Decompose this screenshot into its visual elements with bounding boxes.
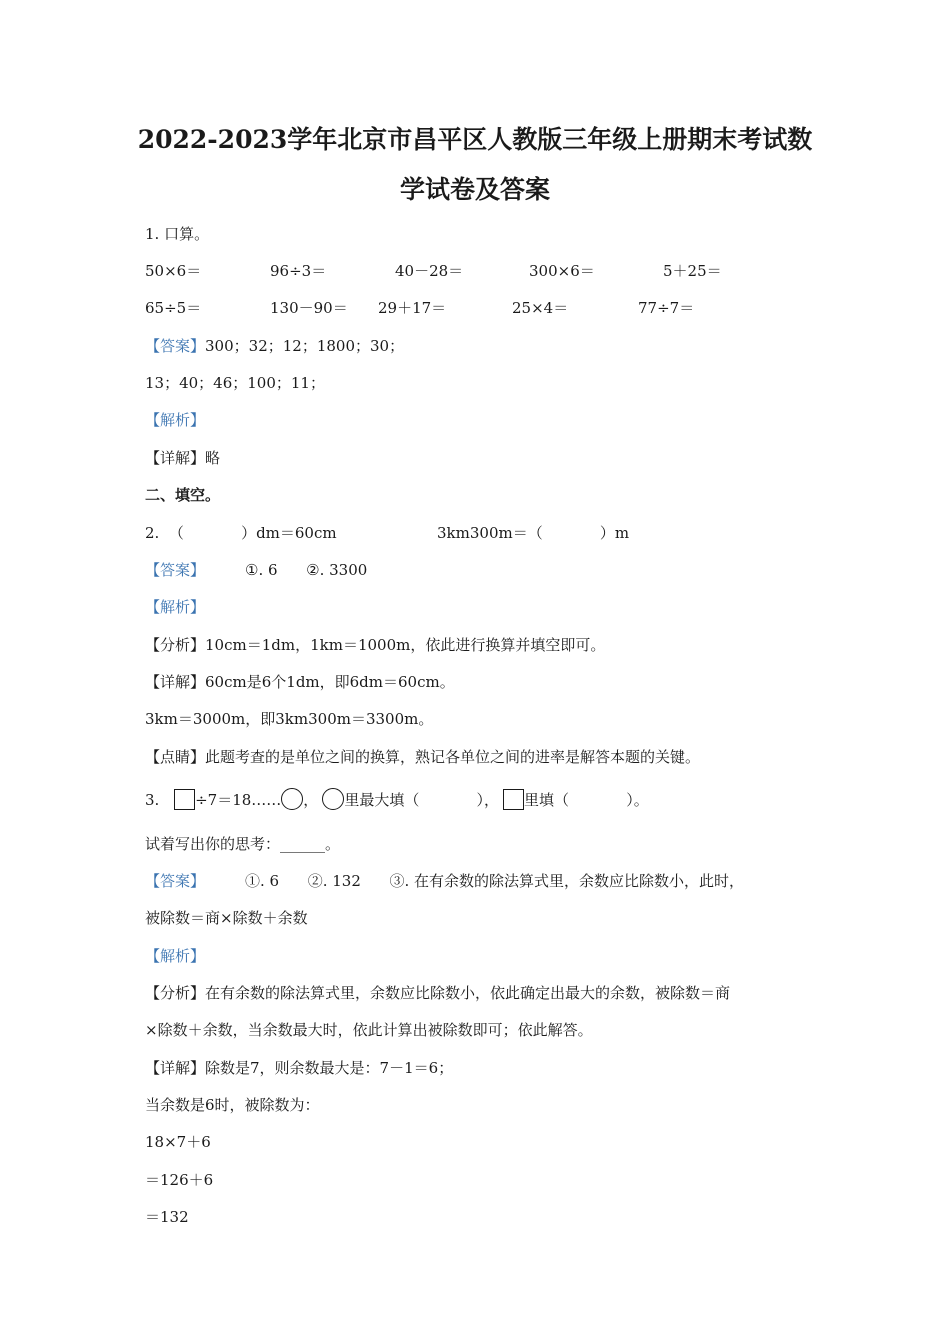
q3-step: 18×7＋6	[145, 1133, 211, 1151]
q1-answer	[145, 334, 404, 358]
q1-item: 29＋17＝	[378, 299, 447, 317]
blank-square-icon	[174, 789, 195, 810]
answer-tag: 【答案】	[145, 872, 206, 890]
q3-text-b: ，	[303, 791, 319, 809]
q2-part1: 2. （ ）dm＝60cm	[145, 524, 337, 542]
q3-text-a: ÷7＝18……	[195, 791, 282, 809]
q1-item: 50×6＝	[145, 262, 202, 280]
q1-row1	[0, 259, 950, 283]
q3-answer	[145, 869, 744, 893]
q2-analysis-tag: 【解析】	[145, 598, 206, 616]
dianjing-tag: 【点睛】	[145, 748, 206, 766]
q3-number: 3.	[145, 791, 160, 809]
blank-circle-icon	[281, 788, 303, 810]
q3-text-d: 里填（ ）。	[524, 791, 649, 809]
detail-text: 除数是7，则余数最大是：7－1＝6；	[205, 1059, 454, 1077]
blank-circle-icon	[322, 788, 344, 810]
q3-step: ＝132	[145, 1208, 189, 1226]
answer-text: ①. 6 ②. 132 ③. 在有余数的除法算式里，余数应比除数小，此时，	[245, 872, 745, 890]
fenxi-tag: 【分析】	[145, 984, 206, 1002]
q2-dianjing	[145, 745, 700, 769]
q3-step: ＝126＋6	[145, 1171, 214, 1189]
q1-item: 25×4＝	[512, 299, 569, 317]
q1-item: 130－90＝	[270, 299, 348, 317]
q3-detail	[145, 1056, 453, 1080]
q1-analysis-tag: 【解析】	[145, 411, 206, 429]
q3-think: 试着写出你的思考：______。	[145, 835, 341, 853]
q1-detail	[145, 446, 220, 470]
detail-text: 60cm是6个1dm，即6dm＝60cm。	[205, 673, 455, 691]
q2-fenxi	[145, 633, 605, 657]
blank-square-icon	[503, 789, 524, 810]
document-title-line2: 学试卷及答案	[399, 175, 550, 204]
answer-tag: 【答案】	[145, 561, 206, 579]
q1-heading: 1. 口算。	[145, 225, 210, 243]
q3-fenxi	[145, 981, 730, 1005]
q1-item: 5＋25＝	[663, 262, 722, 280]
dianjing-text: 此题考查的是单位之间的换算，熟记各单位之间的进率是解答本题的关键。	[205, 748, 701, 766]
q3-analysis-tag: 【解析】	[145, 947, 206, 965]
q3-text-c: 里最大填（ ），	[344, 791, 500, 809]
section2-heading: 二、填空。	[145, 486, 221, 504]
q3-fenxi-line2: ×除数＋余数，当余数最大时，依此计算出被除数即可；依此解答。	[145, 1021, 593, 1039]
q2-part2: 3km300m＝（ ）m	[437, 524, 630, 542]
q3-question	[145, 788, 649, 812]
q1-answer-line2: 13；40；46；100；11；	[145, 374, 325, 392]
detail-text: 略	[205, 449, 221, 467]
q1-row2	[0, 296, 950, 320]
q1-item: 96÷3＝	[270, 262, 327, 280]
answer-tag: 【答案】	[145, 337, 206, 355]
detail-tag: 【详解】	[145, 1059, 206, 1077]
detail-tag: 【详解】	[145, 449, 206, 467]
answer-text: ①. 6 ②. 3300	[245, 561, 368, 579]
q2-question	[0, 521, 950, 545]
q3-step: 当余数是6时，被除数为：	[145, 1096, 320, 1114]
fenxi-tag: 【分析】	[145, 636, 206, 654]
document-title-line1: 2022-2023学年北京市昌平区人教版三年级上册期末考试数	[137, 125, 813, 154]
q1-item: 77÷7＝	[638, 299, 695, 317]
q1-item: 40－28＝	[395, 262, 464, 280]
fenxi-text: 10cm＝1dm，1km＝1000m，依此进行换算并填空即可。	[205, 636, 606, 654]
q2-detail	[145, 670, 455, 694]
answer-text: 300；32；12；1800；30；	[205, 337, 405, 355]
q3-answer-line2: 被除数＝商×除数＋余数	[145, 909, 308, 927]
q1-item: 300×6＝	[529, 262, 595, 280]
q2-detail-line2: 3km＝3000m，即3km300m＝3300m。	[145, 710, 434, 728]
fenxi-text: 在有余数的除法算式里，余数应比除数小，依此确定出最大的余数，被除数＝商	[205, 984, 731, 1002]
q1-item: 65÷5＝	[145, 299, 202, 317]
detail-tag: 【详解】	[145, 673, 206, 691]
q2-answer	[145, 558, 367, 582]
